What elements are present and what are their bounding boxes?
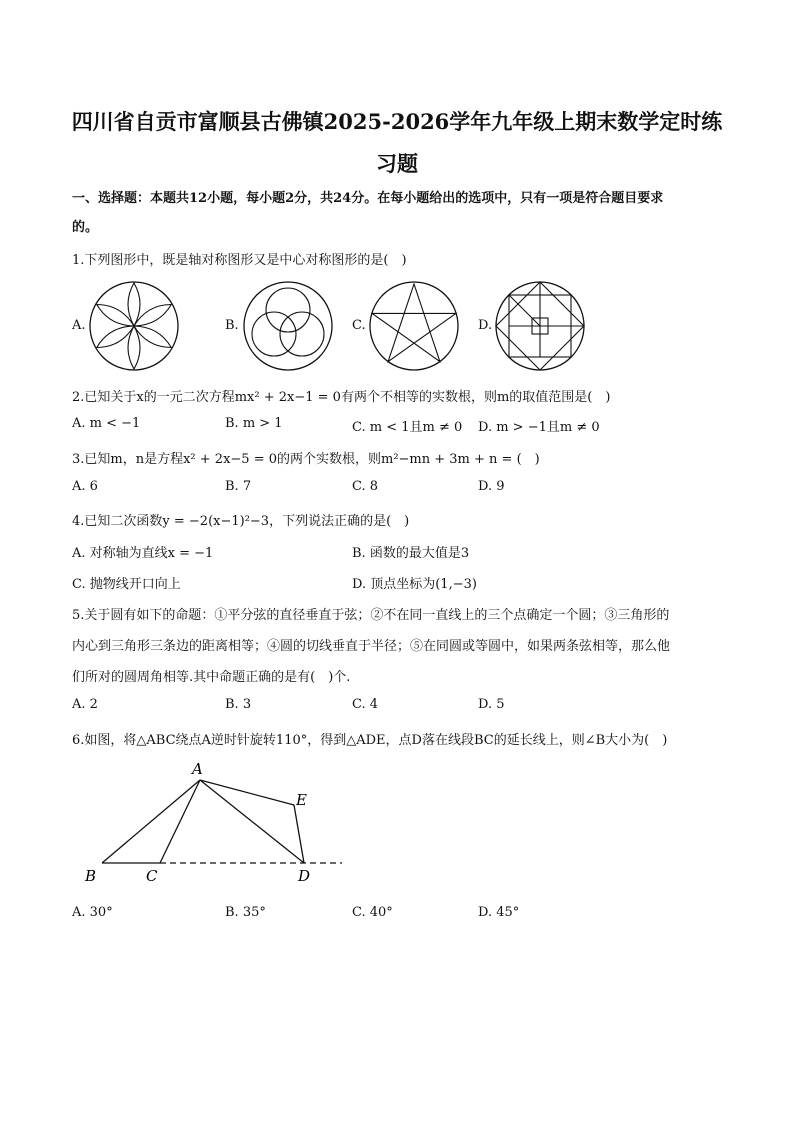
rotation-triangle-figure [80,755,350,885]
question-5-stem-line2: 内心到三角形三条边的距离相等；④圆的切线垂直于半径；⑤在同圆或等圆中，如果两条弦相等，那么他 [72,639,671,654]
section-heading: 一、选择题：本题共12小题，每小题2分，共24分。在每小题给出的选项中，只有一项是符合题目要求 [72,191,664,206]
q4-option-d: D. 顶点坐标为(1,−3) [352,577,477,592]
q6-option-b: B. 35° [225,905,266,920]
page-title: 四川省自贡市富顺县古佛镇2025-2026学年九年级上期末数学定时练 [71,109,723,134]
three-circles-figure [242,280,334,372]
q3-option-c: C. 8 [352,479,379,494]
q1-option-d-label: D. [478,318,493,333]
q1-option-a-label: A. [72,318,86,333]
q6-option-d: D. 45° [478,905,520,920]
q5-option-d: D. 5 [478,697,505,712]
question-2-stem: 2.已知关于x的一元二次方程mx² + 2x−1 = 0有两个不相等的实数根，则m的取值范围是( ) [72,390,611,405]
point-a-label: A [192,760,203,778]
point-d-label: D [298,867,311,885]
section-heading-continued: 的。 [72,220,99,235]
q5-option-a: A. 2 [72,697,98,712]
square-pattern-figure [494,280,586,372]
q3-option-d: D. 9 [478,479,505,494]
q2-option-d: D. m > −1且m ≠ 0 [478,420,600,435]
q3-option-b: B. 7 [225,479,252,494]
question-4-stem: 4.已知二次函数y = −2(x−1)²−3，下列说法正确的是( ) [72,514,410,529]
point-e-label: E [296,791,307,809]
q6-option-a: A. 30° [72,905,113,920]
point-b-label: B [85,867,97,885]
q2-option-b: B. m > 1 [225,416,283,431]
question-5-stem-line3: 们所对的圆周角相等.其中命题正确的是有( )个. [72,670,351,685]
q5-option-b: B. 3 [225,697,252,712]
question-3-stem: 3.已知m，n是方程x² + 2x−5 = 0的两个实数根，则m²−mn + 3m + n = ( ) [72,452,540,467]
q6-option-c: C. 40° [352,905,393,920]
pentagram-figure [368,280,460,372]
q1-option-b-label: B. [225,318,239,333]
q2-option-a: A. m < −1 [72,416,141,431]
q4-option-c: C. 抛物线开口向上 [72,577,181,592]
q4-option-a: A. 对称轴为直线x = −1 [72,546,214,561]
question-6-stem: 6.如图，将△ABC绕点A逆时针旋转110°，得到△ADE，点D落在线段BC的延长线上，则∠B大小为( ) [72,733,668,748]
point-c-label: C [146,867,158,885]
q5-option-c: C. 4 [352,697,379,712]
q2-option-c: C. m < 1且m ≠ 0 [352,420,463,435]
flower-figure [88,280,180,372]
question-1-stem: 1.下列图形中，既是轴对称图形又是中心对称图形的是( ) [72,253,407,268]
q1-option-c-label: C. [352,318,366,333]
q3-option-a: A. 6 [72,479,98,494]
q4-option-b: B. 函数的最大值是3 [352,546,470,561]
question-5-stem: 5.关于圆有如下的命题：①平分弦的直径垂直于弦；②不在同一直线上的三个点确定一个圆；③三角形的 [72,608,670,623]
page-title-continued: 习题 [376,151,418,176]
